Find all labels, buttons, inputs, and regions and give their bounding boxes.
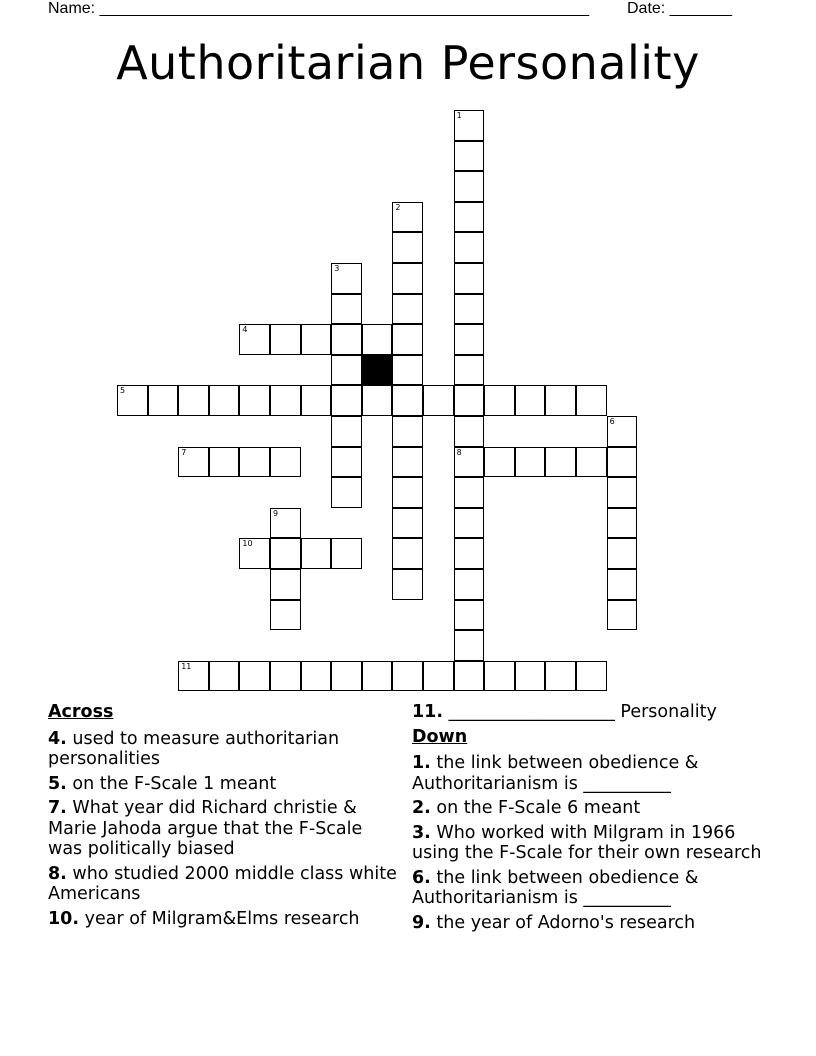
grid-cell[interactable]	[331, 385, 362, 416]
grid-cell[interactable]	[270, 508, 301, 539]
grid-cell[interactable]	[607, 447, 638, 478]
clue-down-6: 6. the link between obedience & Authoritarianism is __________	[412, 867, 699, 908]
grid-cell[interactable]	[270, 569, 301, 600]
grid-cell[interactable]	[270, 600, 301, 631]
grid-cell[interactable]	[301, 385, 332, 416]
clue-number: 1	[456, 111, 462, 120]
grid-cell[interactable]	[301, 538, 332, 569]
grid-cell[interactable]	[454, 355, 485, 386]
grid-cell[interactable]	[178, 385, 209, 416]
grid-cell[interactable]	[331, 416, 362, 447]
grid-cell[interactable]	[392, 508, 423, 539]
clue-across-4: 4. used to measure authoritarian personalities	[48, 728, 340, 769]
grid-cell[interactable]	[454, 477, 485, 508]
clue-across-8: 8. who studied 2000 middle class white Americans	[48, 863, 397, 904]
grid-cell[interactable]	[270, 447, 301, 478]
grid-cell[interactable]	[331, 538, 362, 569]
grid-cell[interactable]	[331, 661, 362, 692]
grid-cell[interactable]	[362, 661, 393, 692]
grid-cell[interactable]	[392, 661, 423, 692]
grid-cell[interactable]	[392, 538, 423, 569]
grid-cell[interactable]	[515, 447, 546, 478]
grid-cell[interactable]	[331, 324, 362, 355]
grid-cell[interactable]	[178, 661, 209, 692]
grid-cell[interactable]	[607, 416, 638, 447]
grid-cell[interactable]	[331, 477, 362, 508]
grid-cell[interactable]	[454, 569, 485, 600]
grid-cell[interactable]	[454, 232, 485, 263]
grid-cell[interactable]	[270, 661, 301, 692]
grid-cell[interactable]	[392, 324, 423, 355]
name-field[interactable]: Name: _______________________________________________________	[48, 0, 589, 17]
grid-cell[interactable]	[454, 202, 485, 233]
grid-cell[interactable]	[331, 447, 362, 478]
grid-cell[interactable]	[392, 447, 423, 478]
grid-cell[interactable]	[607, 508, 638, 539]
down-heading: Down	[412, 726, 468, 747]
grid-cell[interactable]	[545, 661, 576, 692]
grid-cell[interactable]	[209, 385, 240, 416]
grid-cell[interactable]	[576, 661, 607, 692]
grid-cell[interactable]	[545, 447, 576, 478]
grid-cell[interactable]	[331, 263, 362, 294]
grid-cell[interactable]	[301, 324, 332, 355]
clue-across-11: 11. ___________________ Personality	[412, 702, 717, 722]
grid-cell[interactable]	[392, 355, 423, 386]
clue-across-7: 7. What year did Richard christie & Marie Jahoda argue that the F-Scale was politically biased	[48, 798, 363, 859]
grid-cell[interactable]	[454, 141, 485, 172]
grid-cell[interactable]	[454, 538, 485, 569]
across-heading: Across	[48, 702, 114, 722]
page-title: Authoritarian Personality	[116, 36, 700, 90]
grid-cell[interactable]	[392, 385, 423, 416]
grid-cell[interactable]	[239, 324, 270, 355]
clue-across-10: 10. year of Milgram&Elms research	[48, 908, 360, 929]
grid-cell[interactable]	[423, 385, 454, 416]
clue-number: 8	[456, 447, 462, 457]
grid-cell[interactable]	[454, 385, 485, 416]
grid-cell[interactable]	[454, 630, 485, 661]
grid-cell[interactable]	[484, 661, 515, 692]
grid-cell[interactable]	[331, 355, 362, 386]
grid-cell[interactable]	[392, 232, 423, 263]
grid-cell[interactable]	[484, 447, 515, 478]
clue-down-3: 3. Who worked with Milgram in 1966 using the F-Scale for their own research	[412, 822, 762, 863]
grid-cell[interactable]	[607, 569, 638, 600]
grid-cell[interactable]	[392, 294, 423, 325]
black-cell	[362, 355, 393, 386]
across-clues	[48, 702, 398, 933]
grid-cell[interactable]	[545, 385, 576, 416]
grid-cell[interactable]	[484, 385, 515, 416]
clue-down-1: 1. the link between obedience & Authoritarianism is __________	[412, 753, 699, 794]
clue-down-2: 2. on the F-Scale 6 meant	[412, 798, 641, 818]
clue-number: 5	[120, 386, 126, 396]
grid-cell[interactable]	[515, 385, 546, 416]
grid-cell[interactable]	[454, 416, 485, 447]
grid-cell[interactable]	[576, 385, 607, 416]
clue-number: 9	[273, 508, 279, 518]
grid-cell[interactable]	[423, 661, 454, 692]
grid-cell[interactable]	[270, 324, 301, 355]
grid-cell[interactable]	[607, 538, 638, 569]
clue-number: 7	[181, 447, 187, 457]
clue-number: 6	[609, 417, 615, 426]
grid-cell[interactable]	[454, 447, 485, 478]
grid-cell[interactable]	[454, 263, 485, 294]
clue-number: 3	[334, 264, 340, 273]
grid-cell[interactable]	[392, 569, 423, 600]
date-field[interactable]: Date: _______	[627, 0, 732, 17]
grid-cell[interactable]	[209, 661, 240, 692]
grid-cell[interactable]	[270, 538, 301, 569]
grid-cell[interactable]	[270, 385, 301, 416]
clue-number: 10	[242, 539, 253, 549]
clue-number: 2	[395, 202, 401, 212]
grid-cell[interactable]	[454, 110, 485, 141]
grid-cell[interactable]	[301, 661, 332, 692]
grid-cell[interactable]	[607, 600, 638, 631]
grid-cell[interactable]	[392, 416, 423, 447]
grid-cell[interactable]	[148, 385, 179, 416]
clue-number: 4	[242, 325, 248, 335]
grid-cell[interactable]	[392, 263, 423, 294]
grid-cell[interactable]	[454, 600, 485, 631]
grid-cell[interactable]	[331, 294, 362, 325]
grid-cell[interactable]	[515, 661, 546, 692]
clue-down-9: 9. the year of Adorno's research	[412, 912, 696, 933]
grid-cell[interactable]	[239, 447, 270, 478]
grid-cell[interactable]	[209, 447, 240, 478]
grid-cell[interactable]	[239, 538, 270, 569]
grid-cell[interactable]	[392, 202, 423, 233]
down-clues	[412, 702, 772, 937]
grid-cell[interactable]	[392, 477, 423, 508]
grid-cell[interactable]	[239, 385, 270, 416]
grid-cell[interactable]	[454, 294, 485, 325]
grid-cell[interactable]	[454, 324, 485, 355]
grid-cell[interactable]	[362, 324, 393, 355]
clue-number: 11	[181, 661, 192, 671]
grid-cell[interactable]	[576, 447, 607, 478]
grid-cell[interactable]	[454, 661, 485, 692]
grid-cell[interactable]	[239, 661, 270, 692]
grid-cell[interactable]	[178, 447, 209, 478]
grid-cell[interactable]	[117, 385, 148, 416]
grid-cell[interactable]	[362, 385, 393, 416]
grid-cell[interactable]	[454, 508, 485, 539]
clue-across-5: 5. on the F-Scale 1 meant	[48, 773, 277, 794]
grid-cell[interactable]	[454, 171, 485, 202]
grid-cell[interactable]	[607, 477, 638, 508]
